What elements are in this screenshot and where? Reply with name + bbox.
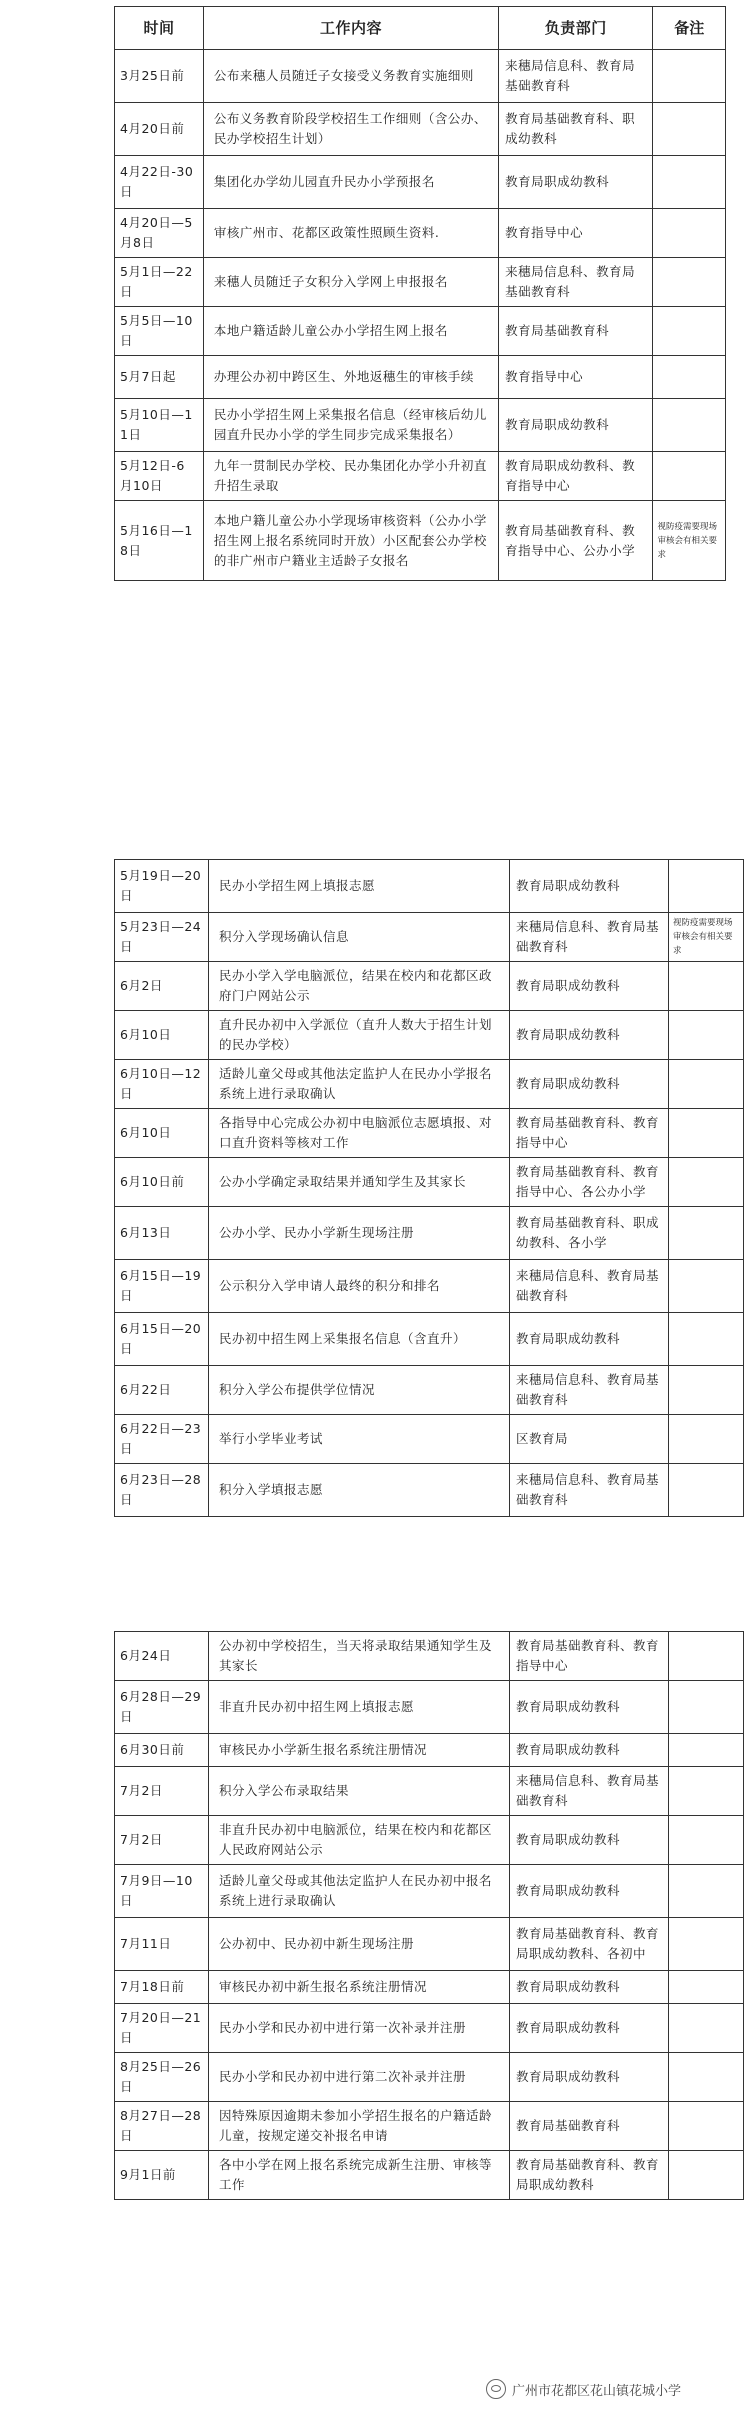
- dept-cell: 教育局基础教育科: [510, 2102, 669, 2151]
- time-cell: 6月15日—20日: [115, 1313, 209, 1366]
- note-cell: [669, 1632, 744, 1681]
- note-cell: [669, 1366, 744, 1415]
- dept-cell: 教育局基础教育科、职成幼教科: [499, 103, 653, 156]
- work-cell: 公布来穗人员随迁子女接受义务教育实施细则: [203, 50, 498, 103]
- work-cell: 公示积分入学申请人最终的积分和排名: [209, 1260, 510, 1313]
- note-cell: [669, 2151, 744, 2200]
- table-row: [115, 501, 726, 581]
- table-row: [115, 307, 726, 356]
- dept-cell: 教育局职成幼教科、教育指导中心: [499, 452, 653, 501]
- work-cell: 本地户籍适龄儿童公办小学招生网上报名: [203, 307, 498, 356]
- dept-cell: 来穗局信息科、教育局基础教育科: [510, 1464, 669, 1517]
- dept-cell: 来穗局信息科、教育局基础教育科: [510, 1366, 669, 1415]
- note-cell: [653, 307, 726, 356]
- time-cell: 6月13日: [115, 1207, 209, 1260]
- table-row: [115, 1207, 744, 1260]
- time-cell: 7月11日: [115, 1918, 209, 1971]
- dept-cell: 来穗局信息科、教育局基础教育科: [499, 50, 653, 103]
- table-row: [115, 913, 744, 962]
- time-cell: 5月7日起: [115, 356, 204, 399]
- note-cell: [669, 1207, 744, 1260]
- dept-cell: 教育局职成幼教科: [510, 1011, 669, 1060]
- note-cell: [669, 1918, 744, 1971]
- work-cell: 非直升民办初中电脑派位，结果在校内和花都区人民政府网站公示: [209, 1816, 510, 1865]
- dept-cell: 教育指导中心: [499, 209, 653, 258]
- note-cell: [653, 258, 726, 307]
- time-cell: 5月10日—11日: [115, 399, 204, 452]
- note-cell: 视防疫需要现场审核会有相关要求: [653, 501, 726, 581]
- wechat-icon: [486, 2379, 506, 2399]
- table-row: [115, 1464, 744, 1517]
- table-row: [115, 2053, 744, 2102]
- work-cell: 民办小学和民办初中进行第二次补录并注册: [209, 2053, 510, 2102]
- time-cell: 6月30日前: [115, 1734, 209, 1767]
- note-cell: [669, 1060, 744, 1109]
- work-cell: 公办小学、民办小学新生现场注册: [209, 1207, 510, 1260]
- work-cell: 审核民办小学新生报名系统注册情况: [209, 1734, 510, 1767]
- time-cell: 5月12日-6月10日: [115, 452, 204, 501]
- note-cell: [669, 1109, 744, 1158]
- time-cell: 6月28日—29日: [115, 1681, 209, 1734]
- work-cell: 民办小学入学电脑派位，结果在校内和花都区政府门户网站公示: [209, 962, 510, 1011]
- dept-cell: 教育局基础教育科、教育指导中心: [510, 1632, 669, 1681]
- header-note: 备注: [653, 7, 726, 50]
- table-row: [115, 2102, 744, 2151]
- note-cell: [669, 962, 744, 1011]
- table-row: [115, 1734, 744, 1767]
- note-cell: [669, 2102, 744, 2151]
- dept-cell: 教育局职成幼教科: [510, 1313, 669, 1366]
- note-cell: [669, 1464, 744, 1517]
- work-cell: 积分入学公布提供学位情况: [209, 1366, 510, 1415]
- time-cell: 6月2日: [115, 962, 209, 1011]
- note-cell: [669, 1158, 744, 1207]
- work-cell: 审核民办初中新生报名系统注册情况: [209, 1971, 510, 2004]
- dept-cell: 来穗局信息科、教育局基础教育科: [510, 913, 669, 962]
- watermark: [486, 2379, 681, 2399]
- dept-cell: 教育局职成幼教科: [510, 1681, 669, 1734]
- note-cell: [669, 1865, 744, 1918]
- time-cell: 6月23日—28日: [115, 1464, 209, 1517]
- work-cell: 公办初中、民办初中新生现场注册: [209, 1918, 510, 1971]
- dept-cell: 教育局职成幼教科: [499, 399, 653, 452]
- note-cell: [653, 356, 726, 399]
- time-cell: 4月20日—5月8日: [115, 209, 204, 258]
- dept-cell: 教育局基础教育科、教育指导中心、各公办小学: [510, 1158, 669, 1207]
- dept-cell: 教育局职成幼教科: [510, 1971, 669, 2004]
- table-row: [115, 1632, 744, 1681]
- time-cell: 6月10日—12日: [115, 1060, 209, 1109]
- work-cell: 民办小学招生网上填报志愿: [209, 860, 510, 913]
- table-row: [115, 258, 726, 307]
- time-cell: 6月15日—19日: [115, 1260, 209, 1313]
- work-cell: 适龄儿童父母或其他法定监护人在民办小学报名系统上进行录取确认: [209, 1060, 510, 1109]
- note-cell: [653, 452, 726, 501]
- time-cell: 8月25日—26日: [115, 2053, 209, 2102]
- table-row: [115, 1158, 744, 1207]
- schedule-table-2: [114, 859, 744, 1517]
- note-cell: [669, 860, 744, 913]
- table-row: [115, 1060, 744, 1109]
- note-cell: [653, 209, 726, 258]
- work-cell: 非直升民办初中招生网上填报志愿: [209, 1681, 510, 1734]
- dept-cell: 教育局基础教育科、教育指导中心: [510, 1109, 669, 1158]
- table-row: [115, 50, 726, 103]
- work-cell: 办理公办初中跨区生、外地返穗生的审核手续: [203, 356, 498, 399]
- table-row: [115, 1681, 744, 1734]
- time-cell: 5月5日—10日: [115, 307, 204, 356]
- table-row: [115, 1767, 744, 1816]
- work-cell: 集团化办学幼儿园直升民办小学预报名: [203, 156, 498, 209]
- note-cell: [669, 2053, 744, 2102]
- table-row: [115, 962, 744, 1011]
- time-cell: 8月27日—28日: [115, 2102, 209, 2151]
- note-cell: [653, 156, 726, 209]
- dept-cell: 教育局职成幼教科: [510, 1816, 669, 1865]
- work-cell: 公办小学确定录取结果并通知学生及其家长: [209, 1158, 510, 1207]
- dept-cell: 来穗局信息科、教育局基础教育科: [510, 1260, 669, 1313]
- table-row: [115, 860, 744, 913]
- dept-cell: 教育局职成幼教科: [510, 962, 669, 1011]
- work-cell: 来穗人员随迁子女积分入学网上申报报名: [203, 258, 498, 307]
- note-cell: [669, 1734, 744, 1767]
- table-row: [115, 452, 726, 501]
- time-cell: 6月10日: [115, 1011, 209, 1060]
- note-cell: [669, 2004, 744, 2053]
- dept-cell: 教育局职成幼教科: [510, 2004, 669, 2053]
- table-row: [115, 1313, 744, 1366]
- time-cell: 6月22日: [115, 1366, 209, 1415]
- time-cell: 7月2日: [115, 1816, 209, 1865]
- dept-cell: 教育局基础教育科、教育局职成幼教科、各初中: [510, 1918, 669, 1971]
- work-cell: 直升民办初中入学派位（直升人数大于招生计划的民办学校）: [209, 1011, 510, 1060]
- work-cell: 民办小学和民办初中进行第一次补录并注册: [209, 2004, 510, 2053]
- note-cell: 视防疫需要现场审核会有相关要求: [669, 913, 744, 962]
- note-cell: [653, 103, 726, 156]
- table-row: [115, 1109, 744, 1158]
- table-row: [115, 209, 726, 258]
- time-cell: 5月16日—18日: [115, 501, 204, 581]
- header-work: 工作内容: [203, 7, 498, 50]
- header-time: 时间: [115, 7, 204, 50]
- time-cell: 6月22日—23日: [115, 1415, 209, 1464]
- table-row: [115, 1011, 744, 1060]
- time-cell: 4月22日-30日: [115, 156, 204, 209]
- dept-cell: 教育局职成幼教科: [510, 2053, 669, 2102]
- work-cell: 九年一贯制民办学校、民办集团化办学小升初直升招生录取: [203, 452, 498, 501]
- schedule-table-3: [114, 1631, 744, 2200]
- dept-cell: 教育指导中心: [499, 356, 653, 399]
- time-cell: 6月24日: [115, 1632, 209, 1681]
- time-cell: 7月20日—21日: [115, 2004, 209, 2053]
- table-row: [115, 1366, 744, 1415]
- work-cell: 因特殊原因逾期未参加小学招生报名的户籍适龄儿童，按规定递交补报名申请: [209, 2102, 510, 2151]
- work-cell: 公办初中学校招生，当天将录取结果通知学生及其家长: [209, 1632, 510, 1681]
- table-row: [115, 2004, 744, 2053]
- header-dept: 负责部门: [499, 7, 653, 50]
- table-row: [115, 1816, 744, 1865]
- table-row: [115, 1260, 744, 1313]
- work-cell: 民办小学招生网上采集报名信息（经审核后幼儿园直升民办小学的学生同步完成采集报名）: [203, 399, 498, 452]
- work-cell: 各中小学在网上报名系统完成新生注册、审核等工作: [209, 2151, 510, 2200]
- note-cell: [669, 1816, 744, 1865]
- work-cell: 各指导中心完成公办初中电脑派位志愿填报、对口直升资料等核对工作: [209, 1109, 510, 1158]
- table-row: [115, 1918, 744, 1971]
- work-cell: 适龄儿童父母或其他法定监护人在民办初中报名系统上进行录取确认: [209, 1865, 510, 1918]
- time-cell: 3月25日前: [115, 50, 204, 103]
- table-row: [115, 399, 726, 452]
- table-row: [115, 103, 726, 156]
- dept-cell: 教育局职成幼教科: [510, 1060, 669, 1109]
- work-cell: 积分入学公布录取结果: [209, 1767, 510, 1816]
- dept-cell: 教育局基础教育科、职成幼教科、各小学: [510, 1207, 669, 1260]
- table-row: [115, 2151, 744, 2200]
- note-cell: [669, 1767, 744, 1816]
- work-cell: 积分入学现场确认信息: [209, 913, 510, 962]
- dept-cell: 教育局职成幼教科: [510, 1734, 669, 1767]
- note-cell: [669, 1415, 744, 1464]
- table-row: [115, 356, 726, 399]
- dept-cell: 来穗局信息科、教育局基础教育科: [499, 258, 653, 307]
- work-cell: 民办初中招生网上采集报名信息（含直升）: [209, 1313, 510, 1366]
- table-row: [115, 156, 726, 209]
- time-cell: 4月20日前: [115, 103, 204, 156]
- time-cell: 5月19日—20日: [115, 860, 209, 913]
- note-cell: [669, 1681, 744, 1734]
- work-cell: 审核广州市、花都区政策性照顾生资料.: [203, 209, 498, 258]
- dept-cell: 来穗局信息科、教育局基础教育科: [510, 1767, 669, 1816]
- schedule-table-1: [114, 6, 726, 581]
- dept-cell: 教育局基础教育科、教育指导中心、公办小学: [499, 501, 653, 581]
- table-header-row: [115, 7, 726, 50]
- time-cell: 7月2日: [115, 1767, 209, 1816]
- time-cell: 6月10日: [115, 1109, 209, 1158]
- dept-cell: 教育局职成幼教科: [499, 156, 653, 209]
- time-cell: 7月18日前: [115, 1971, 209, 2004]
- time-cell: 7月9日—10日: [115, 1865, 209, 1918]
- table-row: [115, 1865, 744, 1918]
- table-row: [115, 1971, 744, 2004]
- dept-cell: 教育局基础教育科: [499, 307, 653, 356]
- work-cell: 举行小学毕业考试: [209, 1415, 510, 1464]
- note-cell: [653, 50, 726, 103]
- time-cell: 5月1日—22日: [115, 258, 204, 307]
- dept-cell: 教育局基础教育科、教育局职成幼教科: [510, 2151, 669, 2200]
- dept-cell: 教育局职成幼教科: [510, 1865, 669, 1918]
- table-row: [115, 1415, 744, 1464]
- work-cell: 积分入学填报志愿: [209, 1464, 510, 1517]
- time-cell: 9月1日前: [115, 2151, 209, 2200]
- time-cell: 6月10日前: [115, 1158, 209, 1207]
- time-cell: 5月23日—24日: [115, 913, 209, 962]
- note-cell: [669, 1313, 744, 1366]
- watermark-text: 广州市花都区花山镇花城小学: [512, 2383, 682, 2399]
- note-cell: [669, 1260, 744, 1313]
- dept-cell: 区教育局: [510, 1415, 669, 1464]
- work-cell: 本地户籍儿童公办小学现场审核资料（公办小学招生网上报名系统同时开放）小区配套公办学校的非广州市户籍业主适龄子女报名: [203, 501, 498, 581]
- dept-cell: 教育局职成幼教科: [510, 860, 669, 913]
- work-cell: 公布义务教育阶段学校招生工作细则（含公办、民办学校招生计划）: [203, 103, 498, 156]
- note-cell: [653, 399, 726, 452]
- note-cell: [669, 1971, 744, 2004]
- note-cell: [669, 1011, 744, 1060]
